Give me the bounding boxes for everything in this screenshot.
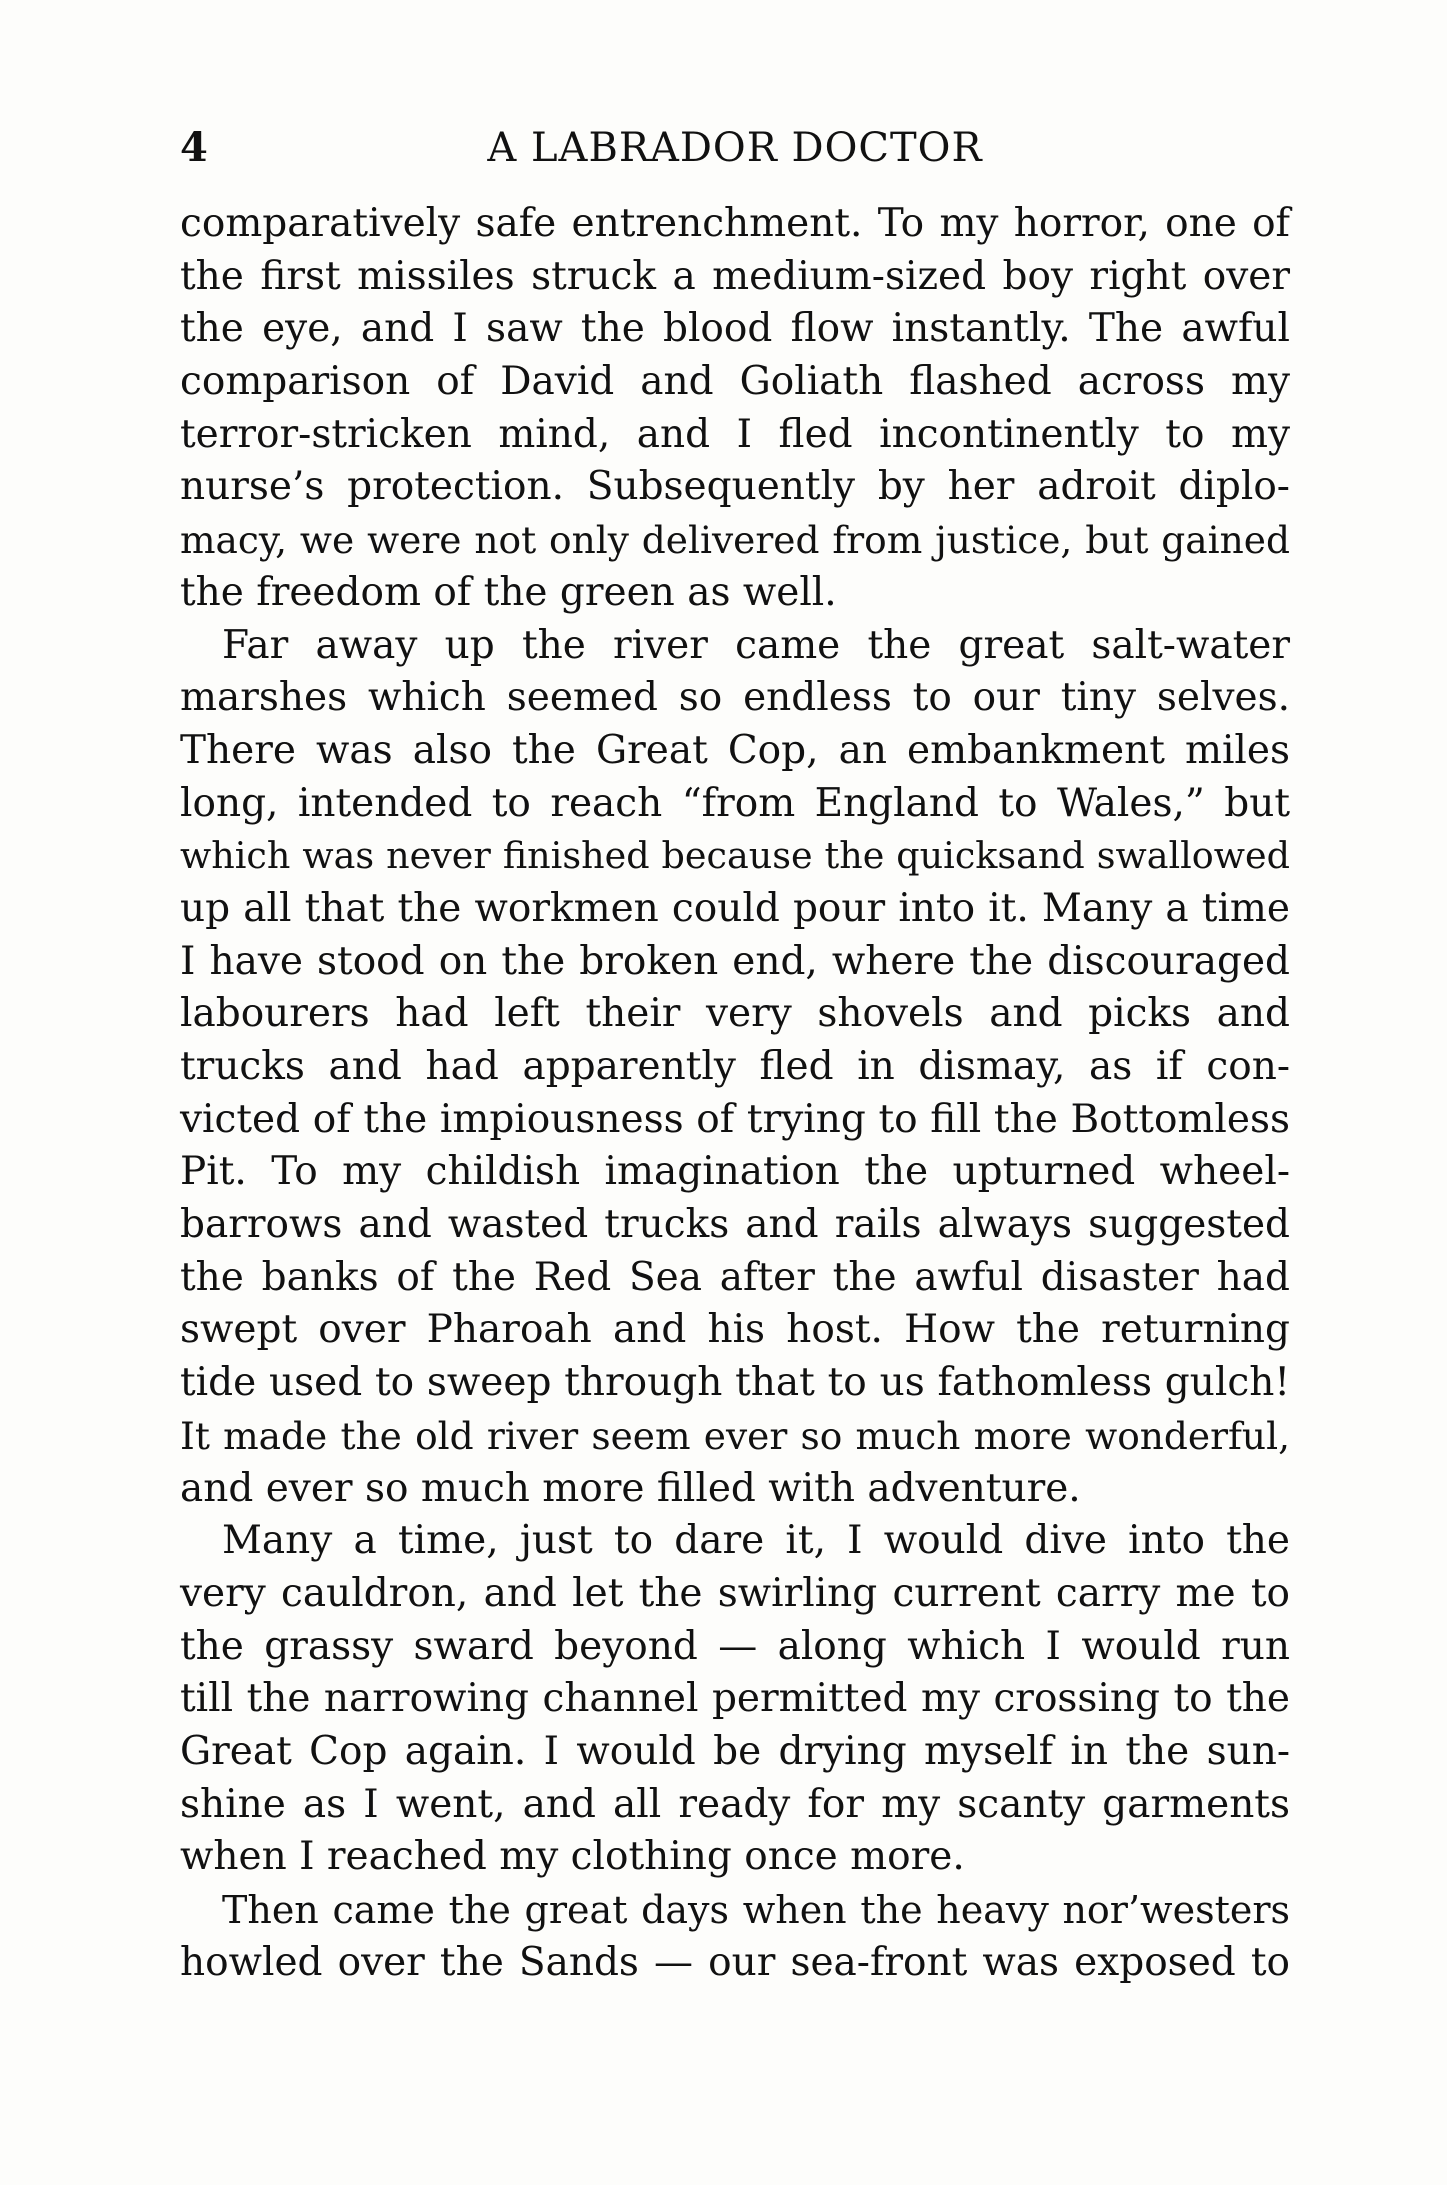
- text-line: terror-stricken mind, and I fled incontinently to my: [180, 411, 1290, 457]
- text-line: which was never finished because the quicksand swallowed: [180, 834, 1290, 878]
- paragraph-3: [180, 1515, 1290, 1884]
- text-line: comparison of David and Goliath flashed across my: [180, 359, 1290, 405]
- text-line: Far away up the river came the great salt-water: [222, 622, 1290, 668]
- text-line: and ever so much more filled with adventure.: [180, 1465, 1081, 1511]
- text-line: up all that the workmen could pour into it. Many a time: [180, 885, 1290, 931]
- text-line: the freedom of the green as well.: [180, 569, 837, 615]
- text-line: very cauldron, and let the swirling current carry me to: [180, 1570, 1290, 1616]
- text-body: [180, 198, 1290, 1989]
- text-line: Then came the great days when the heavy nor’westers: [222, 1888, 1290, 1932]
- text-line: tide used to sweep through that to us fathomless gulch!: [180, 1360, 1290, 1406]
- paragraph-4: [180, 1884, 1290, 1989]
- text-line: barrows and wasted trucks and rails always suggested: [180, 1202, 1290, 1248]
- text-line: It made the old river seem ever so much more wonderful,: [180, 1413, 1290, 1458]
- text-line: the first missiles struck a medium-sized boy right over: [180, 253, 1290, 299]
- text-line: Many a time, just to dare it, I would dive into the: [222, 1518, 1290, 1564]
- text-line: Great Cop again. I would be drying myself in the sun-: [180, 1728, 1290, 1774]
- text-line: comparatively safe entrenchment. To my horror, one of: [180, 201, 1290, 246]
- text-line: victed of the impiousness of trying to fill the Bottomless: [180, 1096, 1290, 1142]
- text-line: the eye, and I saw the blood flow instantly. The awful: [180, 306, 1290, 352]
- text-line: long, intended to reach “from England to Wales,” but: [180, 780, 1290, 826]
- text-line: trucks and had apparently fled in dismay, as if con-: [180, 1044, 1290, 1089]
- text-line: when I reached my clothing once more.: [180, 1834, 965, 1880]
- text-line: nurse’s protection. Subsequently by her adroit diplo-: [180, 464, 1290, 510]
- text-line: I have stood on the broken end, where the discouraged: [180, 938, 1290, 984]
- text-line: labourers had left their very shovels and picks and: [180, 991, 1290, 1037]
- text-line: shine as I went, and all ready for my scanty garments: [180, 1781, 1290, 1827]
- text-line: macy, we were not only delivered from justice, but gained: [180, 518, 1290, 563]
- text-line: the grassy sward beyond — along which I would run: [180, 1623, 1290, 1669]
- text-line: the banks of the Red Sea after the awful disaster had: [180, 1254, 1290, 1300]
- paragraph-2: [180, 620, 1290, 1516]
- page-number: 4: [180, 124, 208, 171]
- text-line: Pit. To my childish imagination the upturned wheel-: [180, 1149, 1290, 1195]
- text-line: howled over the Sands — our sea-front was exposed to: [180, 1939, 1290, 1985]
- paragraph-1: [180, 198, 1290, 620]
- running-title: A LABRADOR DOCTOR: [487, 125, 983, 171]
- text-line: swept over Pharoah and his host. How the returning: [180, 1307, 1290, 1353]
- text-line: There was also the Great Cop, an embankment miles: [180, 727, 1290, 773]
- running-head: [180, 118, 1290, 178]
- text-line: till the narrowing channel permitted my crossing to the: [180, 1676, 1290, 1722]
- text-line: marshes which seemed so endless to our tiny selves.: [180, 675, 1290, 721]
